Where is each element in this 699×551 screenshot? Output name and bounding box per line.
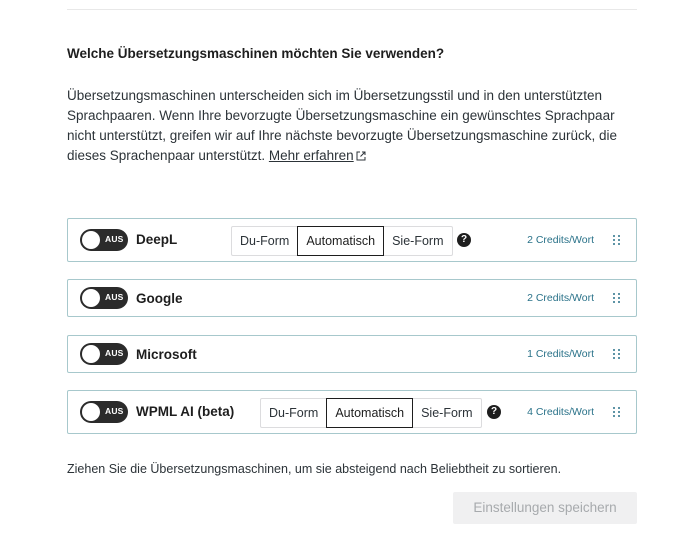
engine-row-microsoft[interactable] <box>67 335 637 373</box>
deepl-form-selector <box>231 226 453 256</box>
intro-paragraph <box>67 86 642 167</box>
toggle-state-label: AUS <box>105 406 124 416</box>
engine-row-wpml-ai[interactable] <box>67 390 637 434</box>
toggle-state-label: AUS <box>105 292 124 302</box>
drag-handle-icon[interactable] <box>612 233 622 247</box>
sort-hint: Ziehen Sie die Übersetzungsmaschinen, um sie absteigend nach Beliebtheit zu sortieren. <box>67 462 562 476</box>
form-option-automatisch[interactable]: Automatisch <box>326 398 413 428</box>
engine-row-google[interactable] <box>67 279 637 317</box>
engine-name: Google <box>136 291 183 306</box>
learn-more-label: Mehr erfahren <box>268 148 354 163</box>
wpml-ai-form-selector <box>260 398 482 428</box>
credits-label: 1 Credits/Wort <box>527 348 594 360</box>
top-divider <box>67 9 637 10</box>
credits-label: 2 Credits/Wort <box>527 234 594 246</box>
form-option-du[interactable]: Du-Form <box>240 234 290 248</box>
form-option-sie[interactable]: Sie-Form <box>421 406 473 420</box>
deepl-toggle[interactable] <box>80 229 128 251</box>
microsoft-toggle[interactable] <box>80 343 128 365</box>
engine-name: WPML AI (beta) <box>136 404 235 419</box>
engine-row-deepl[interactable] <box>67 218 637 262</box>
toggle-knob <box>82 403 100 421</box>
form-option-sie[interactable]: Sie-Form <box>392 234 444 248</box>
section-heading: Welche Übersetzungsmaschinen möchten Sie verwenden? <box>67 46 445 61</box>
drag-handle-icon[interactable] <box>612 347 622 361</box>
toggle-state-label: AUS <box>105 348 124 358</box>
google-toggle[interactable] <box>80 287 128 309</box>
credits-label: 4 Credits/Wort <box>527 406 594 418</box>
help-icon[interactable]: ? <box>457 233 471 247</box>
help-icon[interactable]: ? <box>487 405 501 419</box>
toggle-knob <box>82 345 100 363</box>
form-option-automatisch[interactable]: Automatisch <box>297 226 384 256</box>
intro-text: Übersetzungsmaschinen unterscheiden sich im Übersetzungsstil und in den unterstützten Sprachpaaren. Wenn Ihre bevorzugte Übersetzungsmaschine ein gewünschtes Sprachpaar nicht unterstützt, greifen wir auf Ihre nächste bevorzugte Übersetzungsmaschine zurück, die dieses Sprachenpaar unterstützt. <box>67 88 618 163</box>
save-settings-button[interactable]: Einstellungen speichern <box>453 492 637 524</box>
drag-handle-icon[interactable] <box>612 405 622 419</box>
learn-more-link[interactable] <box>269 148 366 163</box>
engine-name: Microsoft <box>136 347 197 362</box>
toggle-knob <box>82 231 100 249</box>
credits-label: 2 Credits/Wort <box>527 292 594 304</box>
wpml-ai-toggle[interactable] <box>80 401 128 423</box>
external-link-icon <box>356 147 366 167</box>
drag-handle-icon[interactable] <box>612 291 622 305</box>
toggle-state-label: AUS <box>105 234 124 244</box>
toggle-knob <box>82 289 100 307</box>
form-option-du[interactable]: Du-Form <box>269 406 319 420</box>
engine-name: DeepL <box>136 232 178 247</box>
